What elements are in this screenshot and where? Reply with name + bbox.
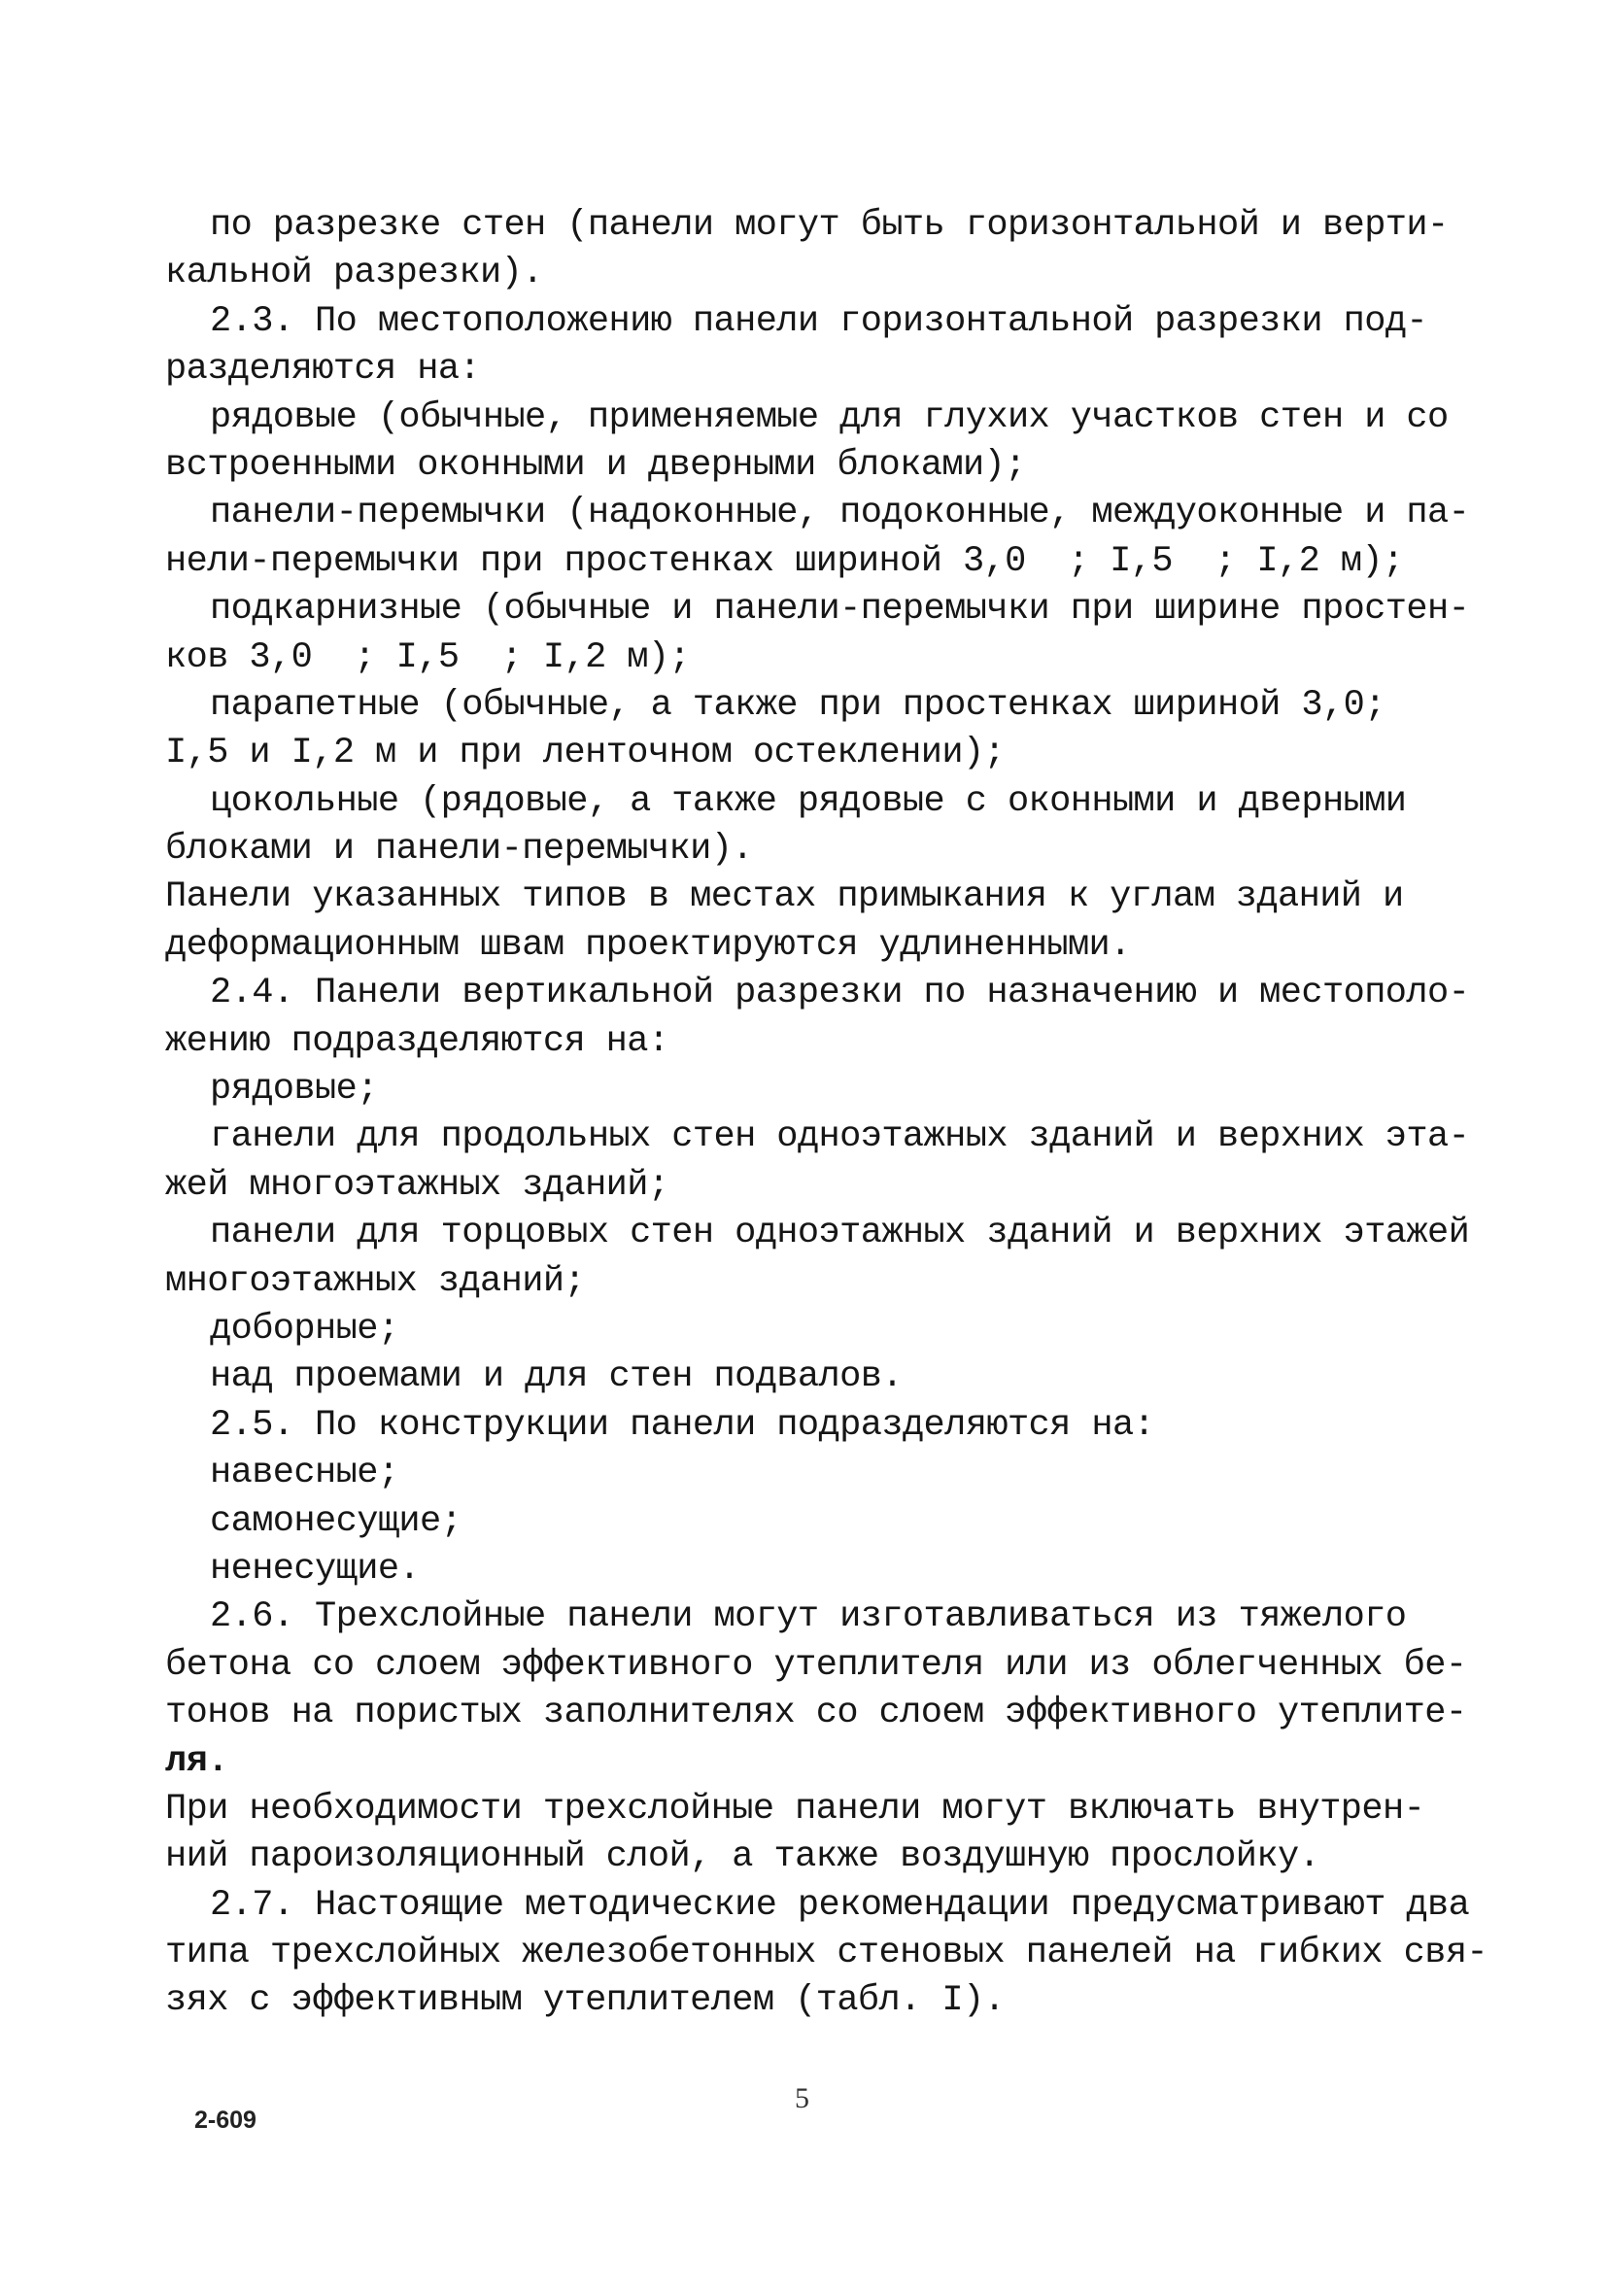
text-line: подкарнизные (обычные и панели-перемычки при ширине простен- [210, 589, 1470, 631]
text-line: нели-перемычки при простенках шириной 3,0 ; I,5 ; I,2 м); [165, 540, 1404, 582]
text-line: разделяются на: [165, 349, 481, 391]
text-line: многоэтажных зданий; [165, 1260, 586, 1302]
text-line: Панели указанных типов в местах примыкания к углам зданий и [165, 876, 1404, 918]
text-line: кальной разрезки). [165, 253, 543, 294]
text-line: I,5 и I,2 м и при ленточном остеклении); [165, 733, 1006, 774]
text-line: ганели для продольных стен одноэтажных зданий и верхних эта- [210, 1116, 1470, 1158]
text-line: зях с эффективным утеплителем (табл. I). [165, 1980, 1006, 2022]
text-line: 2.7. Настоящие методические рекомендации предусматривают два [210, 1884, 1470, 1926]
text-line: парапетные (обычные, а также при простенках шириной 3,0; [210, 684, 1385, 726]
text-line: панели-перемычки (надоконные, подоконные, междуоконные и па- [210, 493, 1470, 534]
text-line: по разрезке стен (панели могут быть горизонтальной и верти- [210, 205, 1449, 246]
text-line: 2.5. По конструкции панели подразделяются на: [210, 1404, 1155, 1446]
text-line: ля. [165, 1740, 228, 1782]
text-line: При необходимости трехслойные панели могут включать внутрен- [165, 1788, 1425, 1830]
text-line: навесные; [210, 1453, 399, 1494]
text-line: рядовые (обычные, применяемые для глухих участков стен и со [210, 396, 1449, 438]
text-line: ненесущие. [210, 1548, 421, 1590]
body-text [165, 202, 1488, 2026]
text-line: доборные; [210, 1308, 399, 1350]
text-line: панели для торцовых стен одноэтажных зданий и верхних этажей [210, 1213, 1470, 1254]
text-line: над проемами и для стен подвалов. [210, 1356, 903, 1398]
text-line: рядовые; [210, 1069, 378, 1111]
text-line: жению подразделяются на: [165, 1020, 669, 1062]
text-line: 2.3. По местоположению панели горизонтальной разрезки под- [210, 300, 1428, 342]
print-code: 2-609 [194, 2107, 256, 2134]
text-line: бетона со слоем эффективного утеплителя или из облегченных бе- [165, 1644, 1467, 1686]
text-line: встроенными оконными и дверными блоками); [165, 444, 1026, 486]
text-line: ков 3,0 ; I,5 ; I,2 м); [165, 636, 691, 678]
text-line: 2.6. Трехслойные панели могут изготавливаться из тяжелого [210, 1596, 1407, 1638]
text-line: тонов на пористых заполнителях со слоем эффективного утеплите- [165, 1693, 1467, 1734]
text-line: жей многоэтажных зданий; [165, 1164, 669, 1206]
text-line: деформационным швам проектируются удлиненными. [165, 924, 1131, 966]
text-line: цокольные (рядовые, а также рядовые с оконными и дверными [210, 780, 1407, 822]
page-number: 5 [795, 2082, 809, 2114]
text-line: ний пароизоляционный слой, а также воздушную прослойку. [165, 1836, 1320, 1878]
text-line: самонесущие; [210, 1500, 462, 1542]
text-line: типа трехслойных железобетонных стеновых панелей на гибких свя- [165, 1933, 1488, 1974]
text-line: блоками и панели-перемычки). [165, 829, 753, 871]
text-line: 2.4. Панели вертикальной разрезки по назначению и местополо- [210, 973, 1470, 1014]
